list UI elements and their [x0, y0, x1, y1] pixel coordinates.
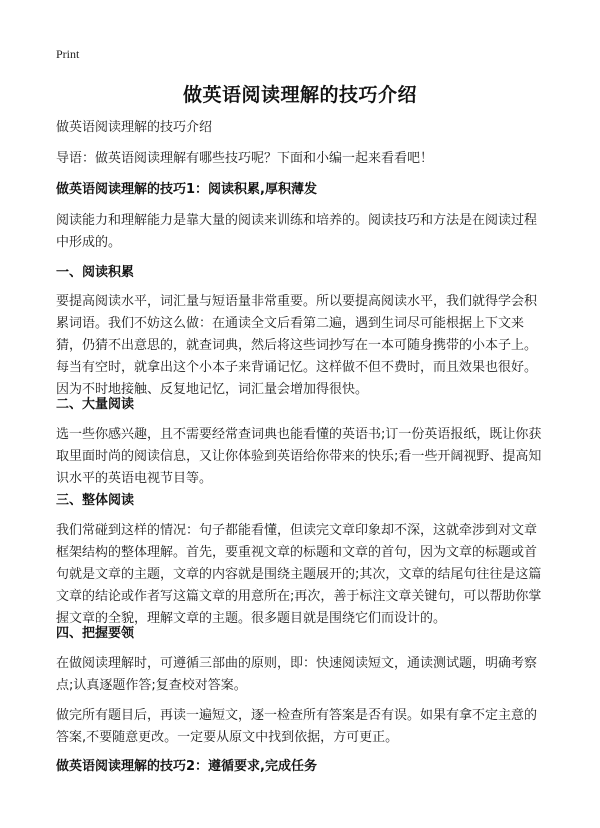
section3-heading: 三、整体阅读 — [56, 493, 135, 508]
section1-heading: 一、阅读积累 — [56, 265, 135, 280]
tip1-heading: 做英语阅读理解的技巧1：阅读积累,厚积薄发 — [56, 182, 317, 197]
section2-heading: 二、大量阅读 — [56, 397, 135, 412]
tip1-paragraph: 阅读能力和理解能力是靠大量的阅读来训练和培养的。阅读技巧和方法是在阅读过程中形成的。 — [56, 213, 538, 250]
print-label: Print — [56, 47, 80, 61]
page-title: 做英语阅读理解的技巧介绍 — [182, 84, 417, 106]
section4-heading: 四、把握要领 — [56, 626, 135, 641]
section4-paragraph-1: 在做阅读理解时，可遵循三部曲的原则，即：快速阅读短文，通读测试题，明确考察点;认真逐题作答;复查校对答案。 — [56, 656, 538, 693]
subtitle: 做英语阅读理解的技巧介绍 — [56, 120, 213, 135]
section1-paragraph: 要提高阅读水平，词汇量与短语量非常重要。所以要提高阅读水平，我们就得学会积累词语。我们不妨这么做：在通读全文后看第二遍，遇到生词尽可能根据上下文来猜，仍猜不出意思的，就查词典，然后将这些词抄写在一本可随身携带的小本子上。每当有空时，就拿出这个小本子来背诵记忆。这样做不但不费时，而且效果也很好。因为不时地接触、反复地记忆，词汇量会增加得很快。 — [56, 294, 538, 397]
section2-paragraph: 选一些你感兴趣，且不需要经常查词典也能看懂的英语书;订一份英语报纸，既让你获取里面时尚的阅读信息，又让你体验到英语给你带来的快乐;看一些开阔视野、提高知识水平的英语电视节目等。 — [56, 427, 542, 486]
section3-paragraph: 我们常碰到这样的情况：句子都能看懂，但读完文章印象却不深，这就牵涉到对文章框架结构的整体理解。首先，要重视文章的标题和文章的首句，因为文章的标题或首句就是文章的主题，文章的内容就是围绕主题展开的;其次，文章的结尾句往往是这篇文章的结论或作者写这篇文章的用意所在;再次，善于标注文章关键句，可以帮助你掌握文章的全貌，理解文章的主题。很多题目就是围绕它们而设计的。 — [56, 523, 542, 626]
section4-paragraph-2: 做完所有题目后，再读一遍短文，逐一检查所有答案是否有误。如果有拿不定主意的答案,不要随意更改。一定要从原文中找到依据，方可更正。 — [56, 708, 538, 745]
tip2-heading: 做英语阅读理解的技巧2：遵循要求,完成任务 — [56, 759, 317, 774]
intro-paragraph: 导语：做英语阅读理解有哪些技巧呢？下面和小编一起来看看吧！ — [56, 151, 434, 166]
